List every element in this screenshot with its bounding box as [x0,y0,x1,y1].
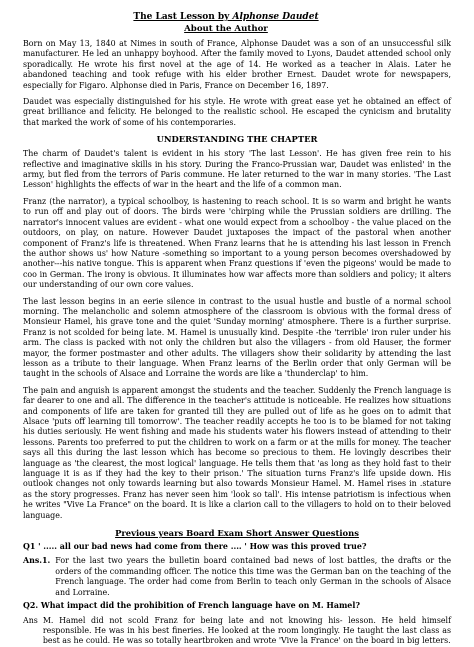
answer-2-text: M. Hamel did not scold Franz for being late and not knowing his- lesson. He held himself responsible. He was in his best fineries. He looked at the room longingly. He taught the last class as best as he could. He was so totally heartbroken and wrote 'Vive la France' on the board in big letters. [42,615,451,646]
about-paragraph-1: Born on May 13, 1840 at Nimes in south of France, Alphonse Daudet was a son of an unsuccessful silk manufacturer. He led an unhappy boyhood. After the family moved to Lyons, Daudet attended school only sporadically. He wrote his first novel at the age of 14. He worked as a teacher in Alais. Later he abandoned teaching and took refuge with his elder brother Ernest. Daudet wrote for newspapers, especially for Figaro. Alphonse died in Paris, France on December 16, 1897. [23,39,451,90]
chapter-paragraph-1: The charm of Daudet's talent is evident in his story 'The last Lesson'. He has given free rein to his reflective and imaginative skills in his story. During the Franco-Prussian war, Daudet was enlisted' in the army, but fled from the terrors of Paris commune. He later returned to the war in many stories. 'The Last Lesson' highlights the effects of war in the heart and the life of a common man. [23,149,451,190]
title-author: Alphonse Daudet [232,12,319,22]
question-1-text: ' ..... all our bad news had come from there .... ' How was this proved true? [35,542,367,552]
chapter-paragraph-3: The last lesson begins in an eerie silence in contrast to the usual hustle and bustle of a normal school morning. The melancholic and solemn atmosphere of the classroom is obvious with the formal dress of Monsieur Hamel, his grave tone and the quiet 'Sunday morning' atmosphere. There is a further surprise. Franz is not scolded for being late. M. Hamel is unusually kind. Despite -the 'terrible' iron ruler under his arm. The class is packed with not only the children but also the villagers - from old Hauser, the former mayor, the former postmaster and other adults. The villagers show their solidarity by attending the last lesson as a tribute to their language. When Franz learns of the Berlin order that only German will be taught in the schools of Alsace and Lorraine the words are like a 'thunderclap' to him. [23,296,451,379]
document-title [1,12,451,23]
answer-1 [23,556,451,598]
question-1-label: Q1 [23,542,36,552]
chapter-heading: UNDERSTANDING THE CHAPTER [156,134,318,145]
question-1 [23,542,451,552]
question-2: Q2. What impact did the prohibition of French language have on M. Hamel? [23,601,360,611]
answer-2 [23,616,451,647]
answer-1-text: For the last two years the bulletin board contained bad news of lost battles, the drafts or the orders of the commanding officer. The notice this time was the German ban on the teaching of the French language. The order had come from Berlin to teach only German in the schools of Alsace and Lorraine. [55,556,451,597]
chapter-paragraph-2: Franz (the narrator), a typical schoolboy, is hastening to reach school. It is so warm and bright he wants to run off and play out of doors. The birds were 'chirping while the Prussian soldiers are drilling. The narrator's innocent values are evident - what one would expect from a schoolboy - the value placed on the outdoors, on play, on nature. However Daudet juxtaposes the impact of the pastoral when another component of Franz's life is threatened. When Franz learns that he is attending his last lesson in French the author shows us' how Nature -something so important to a young person becomes overshadowed by another---his native tongue. This is apparent when Franz questions if 'even the pigeons' would be made to coo in German. The irony is obvious. It illuminates how war affects more than soldiers and policy; it alters our understanding of our own core values. [23,196,451,290]
title-text: The Last Lesson by [133,12,233,22]
answer-1-label: Ans.1. [23,556,51,566]
answer-2-label: Ans [23,615,38,625]
about-paragraph-2: Daudet was especially distinguished for his style. He wrote with great ease yet he obtained an effect of great brilliance and felicity. He belonged to the realistic school. He escaped the cynicism and brutality that marked the work of some of his contemporaries. [23,97,451,127]
chapter-paragraph-4: The pain and anguish is apparent amongst the students and the teacher. Suddenly the French language is far dearer to one and all. The difference in the teacher's attitude is noticeable. He realizes how situations and components of life are taken for granted till they are pulled out of life as he goes on to admit that Alsace 'puts off learning till tomorrow'. The teacher readily accepts he too is to be blamed for not taking his duties seriously. He went fishing and made his students water his flowers instead of attending to their lessons. Parents too preferred to put the children to work on a farm or at the mills for money. The teacher says all this during the last lesson which has become so precious to them. He lovingly describes their language as 'the clearest, the most logical' language. He tells them that 'as long as they hold fast to their language it is as if they had the key to their prison.' The situation turns Franz's life upside down. His outlook changes not only towards learning but also towards Monsieur Hamel. M. Hamel rises in .stature as the story progresses. Franz has never seen him 'look so tall'. His intense patriotism is infectious when he writes "Vive La France" on the board. It is like a clarion call to the villagers to hold on to their beloved language. [23,385,451,520]
questions-heading: Previous years Board Exam Short Answer Questions [115,528,359,539]
about-heading: About the Author [184,24,268,34]
